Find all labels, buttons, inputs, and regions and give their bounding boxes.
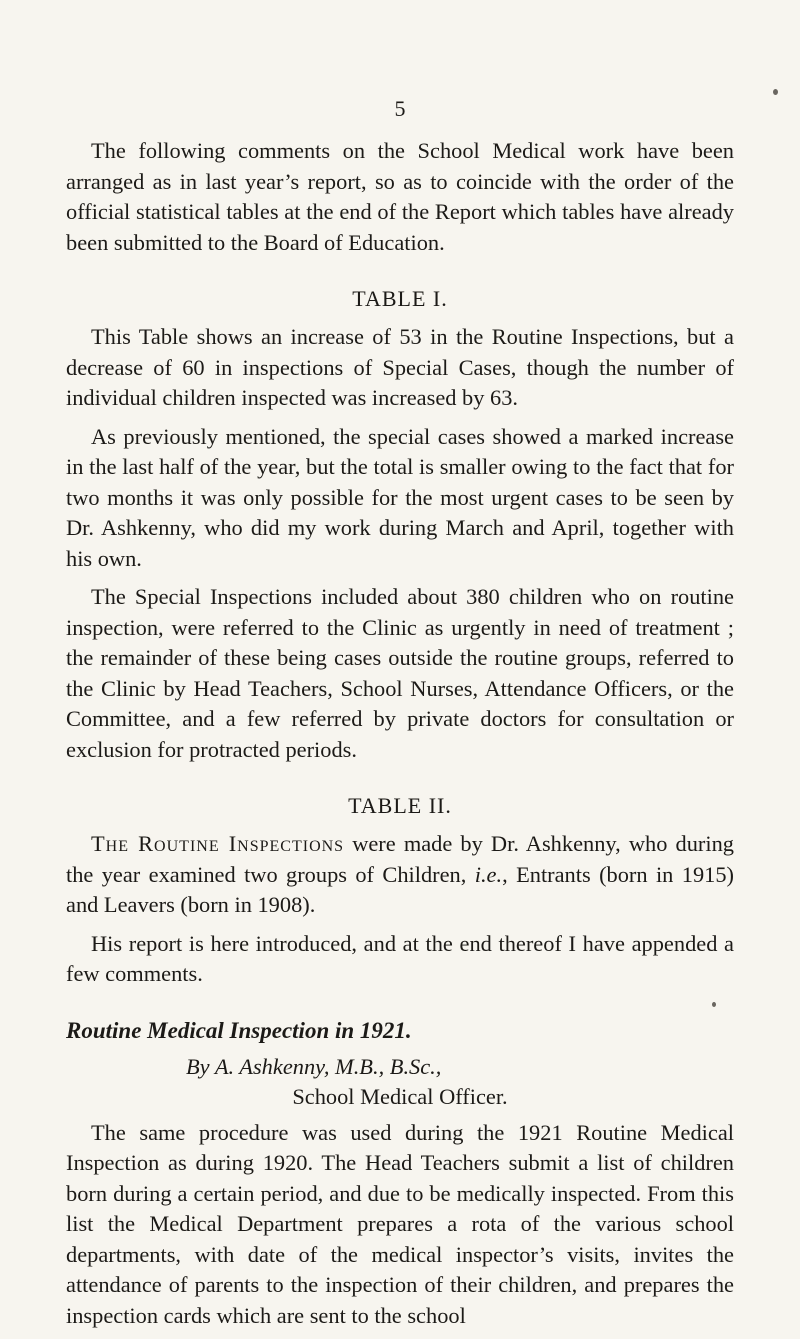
table-2-heading: TABLE II. <box>348 793 452 818</box>
table-2-paragraph-2: His report is here introduced, and at the end thereof I have appended a few comments. <box>66 930 734 986</box>
report-title: Routine Medical Inspection in 1921. <box>66 1017 412 1043</box>
table-2-paragraph-1 <box>66 829 734 921</box>
table-1-heading: TABLE I. <box>352 286 448 311</box>
report-paragraph-1: The same procedure was used during the 1921 Routine Medical Inspection as during 1920. The Head Teachers submit a list of children born during a certain period, and due to be medically inspected. From this list the Medical Department prepares a rota of the various school departments, with date of the medical inspector’s visits, invites the attendance of parents to the inspection of their children, and prepares the inspection cards which are sent to the school <box>66 1119 734 1328</box>
report-author-role: School Medical Officer. <box>292 1083 508 1109</box>
routine-inspections-lead: The Routine Inspections <box>91 831 345 856</box>
intro-paragraph: The following comments on the School Medical work have been arranged as in last year’s report, so as to coincide with the order of the official statistical tables at the end of the Report which tables have already been submitted to the Board of Education. <box>66 138 734 255</box>
table-1-paragraph-3: The Special Inspections included about 380 children who on routine inspection, were referred to the Clinic as urgently in need of treatment ; the remainder of these being cases outside the routine groups, referred to the Clinic by Head Teachers, School Nurses, Attendance Officers, or the Committee, and a few referred by private doctors for consultation or exclusion for protracted periods. <box>66 584 734 762</box>
print-speck <box>773 89 778 95</box>
report-by: By <box>186 1053 210 1079</box>
table-1-paragraph-2: As previously mentioned, the special cases showed a marked increase in the last half of the year, but the total is smaller owing to the fact that for two months it was only possible for the most urgent cases to be seen by Dr. Ashkenny, who did my work during March and April, together with his own. <box>66 423 734 571</box>
report-author: A. Ashkenny, M.B., B.Sc., <box>214 1053 442 1079</box>
ie-abbreviation: i.e. <box>474 861 503 887</box>
print-speck <box>712 1002 716 1007</box>
table-2-paragraph-1-text-a: were made by Dr. Ashkenny, who during the year examined two groups of Children, <box>66 831 734 887</box>
report-byline <box>66 1052 734 1082</box>
table-2-paragraph-1-text-b: , Entrants (born in 1915) and Leavers (born in 1908). <box>66 861 734 917</box>
table-1-paragraph-1: This Table shows an increase of 53 in the Routine Inspections, but a decrease of 60 in inspections of Special Cases, though the number of individual children inspected was increased by 63. <box>66 324 734 410</box>
page-number: 5 <box>394 96 406 121</box>
